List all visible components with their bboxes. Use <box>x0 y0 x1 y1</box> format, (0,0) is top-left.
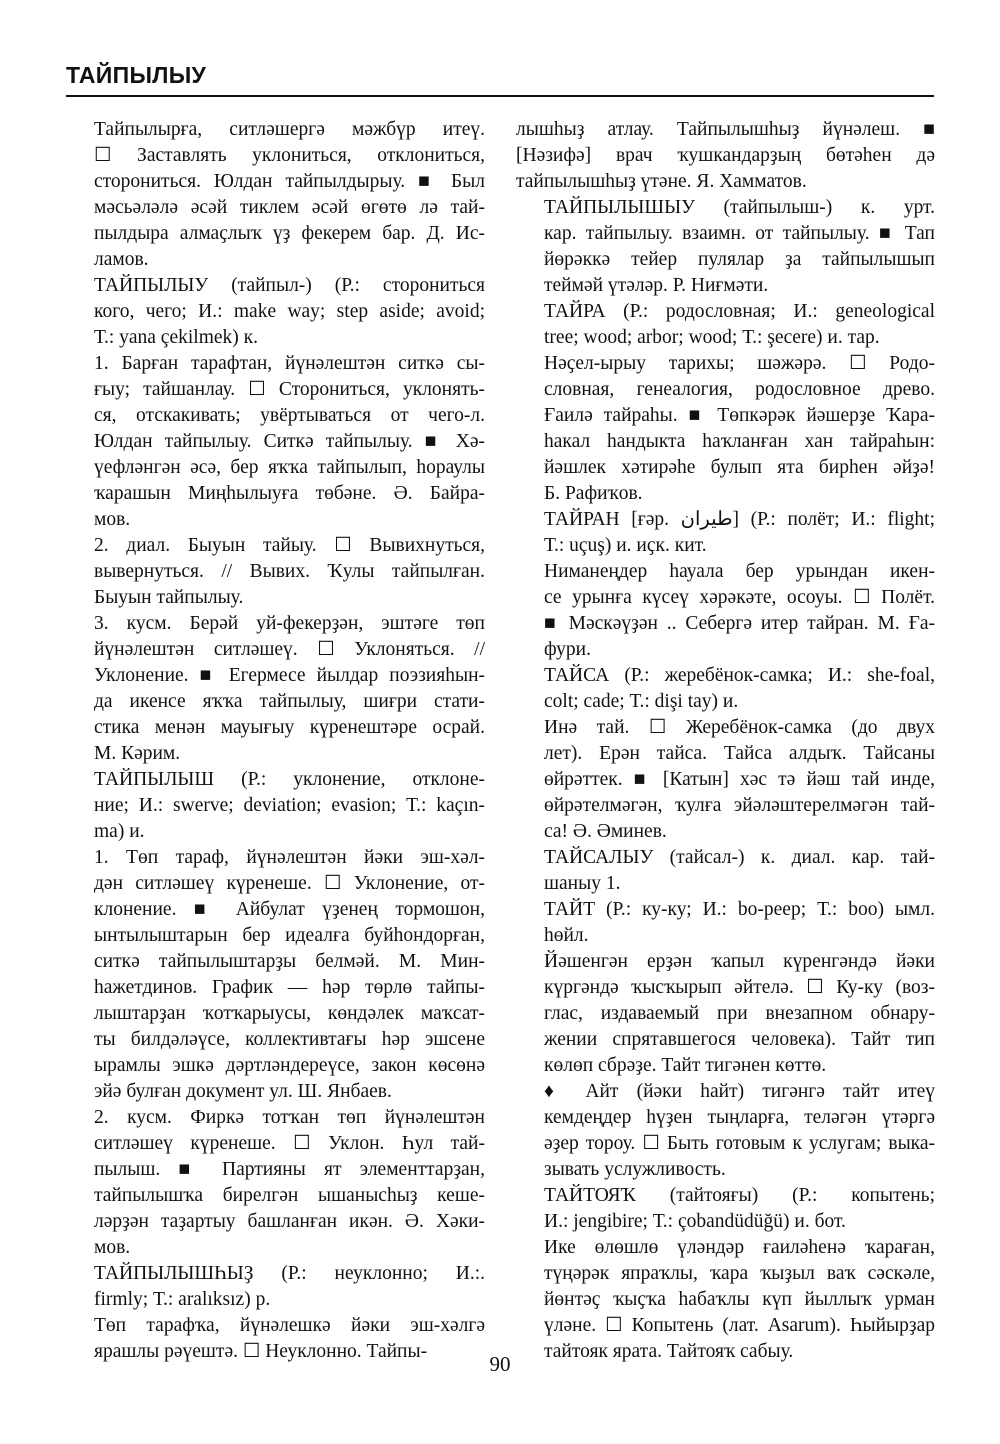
text-line: ma) и. <box>94 821 145 842</box>
text-line: Йәшенгән ерҙән ҡапыл күренгәндә йәки <box>544 951 935 972</box>
text-line: colt; cade; Т.: dişi tay) и. <box>544 691 739 712</box>
text-line: 1. Барған тарафтан, йүнәлештән ситкә сы- <box>94 353 485 374</box>
dictionary-paragraph <box>66 1105 485 1261</box>
text-line: Ниманеңдер һауала бер урындан икен- <box>544 561 935 582</box>
dictionary-paragraph <box>516 559 935 663</box>
text-line: ынтылыштарын бер идеалға буйһондорған, <box>94 925 485 946</box>
dictionary-paragraph <box>516 507 935 559</box>
dictionary-paragraph <box>516 299 935 351</box>
text-line: өйрәтелмәгән, ҡулға эйәләштерелмәгән тай- <box>544 795 935 816</box>
text-line: ние; И.: swerve; deviation; evasion; Т.: kaçın- <box>94 795 485 816</box>
text-line: ТАЙПЫЛЫУ (тайпыл-) (Р.: сторониться <box>94 275 485 296</box>
dictionary-paragraph <box>516 117 935 195</box>
text-line: кого, чего; И.: make way; step aside; avoid; <box>94 301 485 322</box>
text-line: мов. <box>94 509 131 530</box>
text-line: ♦ Айт (йәки һайт) тигәнгә тайт итеү <box>544 1081 935 1102</box>
text-line: Тайпылырға, ситләшергә мәжбүр итеү. <box>94 119 485 140</box>
text-line: әҙер тороу. ☐ Быть готовым к услугам; выка- <box>544 1133 935 1154</box>
text-line: пылдыра алмаҫлыҡ үҙ фекерем бар. Д. Ис- <box>94 223 485 244</box>
dictionary-paragraph <box>66 845 485 1105</box>
text-line: 1. Төп тараф, йүнәлештән йәки эш-хәл- <box>94 847 485 868</box>
text-line: өйрәттек. ■ [Катын] хәс тә йәш тай инде, <box>544 769 935 790</box>
right-column <box>516 117 935 1365</box>
text-line: Юлдан тайпылыу. Ситкә тайпылыу. ■ Хә- <box>94 431 485 452</box>
text-line: Ике өлөшлө үләндәр ғаиләһенә ҡараған, <box>544 1237 935 1258</box>
text-line: ■ Мәскәүҙән .. Себергә итер тайран. М. Ға- <box>544 613 935 634</box>
text-line: ТАЙСАЛЫУ (тайсал-) к. диал. кар. тай- <box>544 847 935 868</box>
text-line: йәшлек хәтирәһе булып ята бирһен әйҙә! <box>544 457 935 478</box>
text-line: күргәндә ҡысҡырып әйтелә. ☐ Ку-ку (воз- <box>544 977 935 998</box>
text-line: йөрәккә тейер пулялар ҙа тайпылышып <box>544 249 935 270</box>
text-line: ТАЙРА (Р.: родословная; И.: geneological <box>544 301 935 322</box>
dictionary-paragraph <box>66 533 485 611</box>
text-line: Ғаилә тайраһы. ■ Төпкәрәк йәшерҙе Ҡара- <box>544 405 935 426</box>
text-line: да икенсе яҡҡа тайпылыу, шиғри стати- <box>94 691 485 712</box>
dictionary-paragraph <box>516 1079 935 1183</box>
text-line: Быуын тайпылыу. <box>94 587 244 608</box>
text-line: ырамлы эшкә дәртләндереүсе, закон көсөнә <box>94 1055 485 1076</box>
text-line: һакал һандыкта һаҡланған хан тайраһын: <box>544 431 935 452</box>
text-line: түңәрәк япраҡлы, ҡара ҡыҙыл ваҡ сәскәле, <box>544 1263 935 1284</box>
text-line: 2. диал. Быуын тайыу. ☐ Вывихнуться, <box>94 535 485 556</box>
text-line: сторониться. Юлдан тайпылдырыу. ■ Был <box>94 171 485 192</box>
text-line: Б. Рафиҡов. <box>544 483 643 504</box>
text-line: клонение. ■ Айбулат үҙенең тормошон, <box>94 899 485 920</box>
text-line: шаныу 1. <box>544 873 621 894</box>
dictionary-paragraph <box>516 715 935 845</box>
dictionary-paragraph <box>66 273 485 351</box>
text-line: ся, отскакивать; увёртываться от чего-л. <box>94 405 485 426</box>
text-line: кемдеңдер һүҙен тыңларға, теләгән үтәргә <box>544 1107 935 1128</box>
text-line: көлөп сбрәҙе. Тайт тигәнен көттө. <box>544 1055 827 1076</box>
text-line: тайпылышһыҙ үтәне. Я. Хамматов. <box>516 171 807 192</box>
text-line: лет). Ерән тайса. Тайса алдыҡ. Тайсаны <box>544 743 935 764</box>
dictionary-paragraph <box>516 351 935 507</box>
text-line: ғыу; тайшанлау. ☐ Сторониться, уклонять- <box>94 379 485 400</box>
text-line: һөйл. <box>544 925 589 946</box>
text-line: тайпылышҡа бирелгән ышанысһыҙ кеше- <box>94 1185 485 1206</box>
text-line: жении спрятавшегося человека). Тайт тип <box>544 1029 935 1050</box>
text-line: Т.: yana çekilmek) к. <box>94 327 258 348</box>
text-line: лыштарҙан ҡотҡарыусы, көндәлек маҡсат- <box>94 1003 485 1024</box>
text-line: үефләнгән әсә, бер яҡҡа тайпылып, һораулы <box>94 457 485 478</box>
text-line: мәсьәләлә әсәй тиклем әсәй өгөтө лә тай- <box>94 197 485 218</box>
text-line: ситкә тайпылыштарҙы белмәй. М. Мин- <box>94 951 485 972</box>
dictionary-paragraph <box>516 845 935 897</box>
dictionary-paragraph <box>66 1261 485 1313</box>
text-line: лышһыҙ атлау. Тайпылышһыҙ йүнәлеш. ■ <box>516 119 935 140</box>
text-line: са! Ә. Әминев. <box>544 821 667 842</box>
text-line: вывернуться. // Вывих. Ҡулы тайпылған. <box>94 561 485 582</box>
text-line: ТАЙТ (Р.: ку-ку; И.: bo-peep; Т.: boo) ымл. <box>544 899 935 920</box>
text-line: И.: jengibire; Т.: çobandüdüğü) и. бот. <box>544 1211 846 1232</box>
text-line: үләне. ☐ Копытень (лат. Asarum). Һыйырҙар <box>544 1315 935 1336</box>
text-line: пылыш. ■ Партияны ят элементтарҙан, <box>94 1159 485 1180</box>
text-line: ләрҙән таҙартыу башланған икән. Ә. Хәки- <box>94 1211 485 1232</box>
dictionary-paragraph <box>516 1183 935 1235</box>
text-line: ТАЙПЫЛЫШ (Р.: уклонение, отклоне- <box>94 769 485 790</box>
text-line: словная, генеалогия, родословное древо. <box>544 379 935 400</box>
text-line: firmly; Т.: aralıksız) р. <box>94 1289 271 1310</box>
dictionary-paragraph <box>66 117 485 273</box>
text-line: теймәй үтәләр. Р. Ниғмәти. <box>544 275 769 296</box>
text-line: ситләшеү күренеше. ☐ Уклон. Һул тай- <box>94 1133 485 1154</box>
dictionary-paragraph <box>516 663 935 715</box>
text-line: tree; wood; arbor; wood; Т.: şecere) и. тар. <box>544 327 880 348</box>
text-line: йүнәлештән ситләшеү. ☐ Уклоняться. // <box>94 639 485 660</box>
text-line: кар. тайпылыу. взаимн. от тайпылыу. ■ Тап <box>544 223 935 244</box>
text-line: ТАЙПЫЛЫШҺЫҘ (Р.: неуклонно; И.:. <box>94 1263 485 1284</box>
text-line: ☐ Заставлять уклониться, отклониться, <box>94 145 485 166</box>
text-line: Т.: uçuş) и. иҫк. кит. <box>544 535 707 556</box>
text-line: ҡарашын Миңһылыуға төбәне. Ә. Байра- <box>94 483 485 504</box>
text-line: глас, издаваемый при внезапном обнару- <box>544 1003 935 1024</box>
text-line: Инә тай. ☐ Жеребёнок-самка (до двух <box>544 717 935 738</box>
header-rule <box>66 95 934 97</box>
text-line: Уклонение. ■ Егермесе йылдар поэзияһын- <box>94 665 485 686</box>
running-head: ТАЙПЫЛЫУ <box>66 62 207 88</box>
text-line: 2. кусм. Фиркә тотҡан төп йүнәлештән <box>94 1107 485 1128</box>
dictionary-paragraph <box>516 1235 935 1365</box>
left-column <box>66 117 485 1365</box>
text-line: мов. <box>94 1237 131 1258</box>
text-line: ТАЙРАН [ғәр. طيران] (Р.: полёт; И.: flight; <box>544 509 935 530</box>
dictionary-paragraph <box>66 351 485 533</box>
text-line: ТАЙСА (Р.: жеребёнок-самка; И.: she-foal, <box>544 665 935 686</box>
text-line: ты билдәләүсе, коллективтағы һәр эшсене <box>94 1029 485 1050</box>
text-line: һажетдинов. График — һәр төрлө тайпы- <box>94 977 485 998</box>
text-line: ТАЙТОЯҠ (тайтояғы) (Р.: копытень; <box>544 1185 935 1206</box>
text-line: [Нәзифә] врач ҡушкандарҙың бөтәһен дә <box>516 145 935 166</box>
text-line: фури. <box>544 639 591 660</box>
text-line: эйә булған документ ул. Ш. Янбаев. <box>94 1081 392 1102</box>
text-line: ламов. <box>94 249 149 270</box>
text-line: Төп тарафҡа, йүнәлешкә йәки эш-хәлгә <box>94 1315 485 1336</box>
text-line: се урынға күсеү хәрәкәте, осоуы. ☐ Полёт. <box>544 587 935 608</box>
dictionary-paragraph <box>516 949 935 1079</box>
text-line: стика менән мауығыу күренештәре осрай. <box>94 717 485 738</box>
dictionary-paragraph <box>66 611 485 767</box>
dictionary-paragraph <box>516 195 935 299</box>
text-line: зывать услужливость. <box>544 1159 726 1180</box>
dictionary-paragraph <box>516 897 935 949</box>
page-number: 90 <box>489 1352 511 1376</box>
text-line: Нәҫел-ырыу тарихы; шәжәрә. ☐ Родо- <box>544 353 935 374</box>
dictionary-paragraph <box>66 767 485 845</box>
text-line: дән ситләшеү күренеше. ☐ Уклонение, от- <box>94 873 485 894</box>
text-line: йөнтәҫ ҡыҫҡа һабаҡлы күп йыллыҡ урман <box>544 1289 935 1310</box>
text-line: ярашлы рәүештә. ☐ Неуклонно. Тайпы- <box>94 1341 428 1362</box>
text-line: 3. кусм. Берәй уй-фекерҙән, эштәге төп <box>94 613 485 634</box>
text-line: ТАЙПЫЛЫШЫУ (тайпылыш-) к. урт. <box>544 197 935 218</box>
text-line: тайтояк ярата. Тайтояҡ сабыу. <box>544 1341 794 1362</box>
text-line: М. Кәрим. <box>94 743 181 764</box>
